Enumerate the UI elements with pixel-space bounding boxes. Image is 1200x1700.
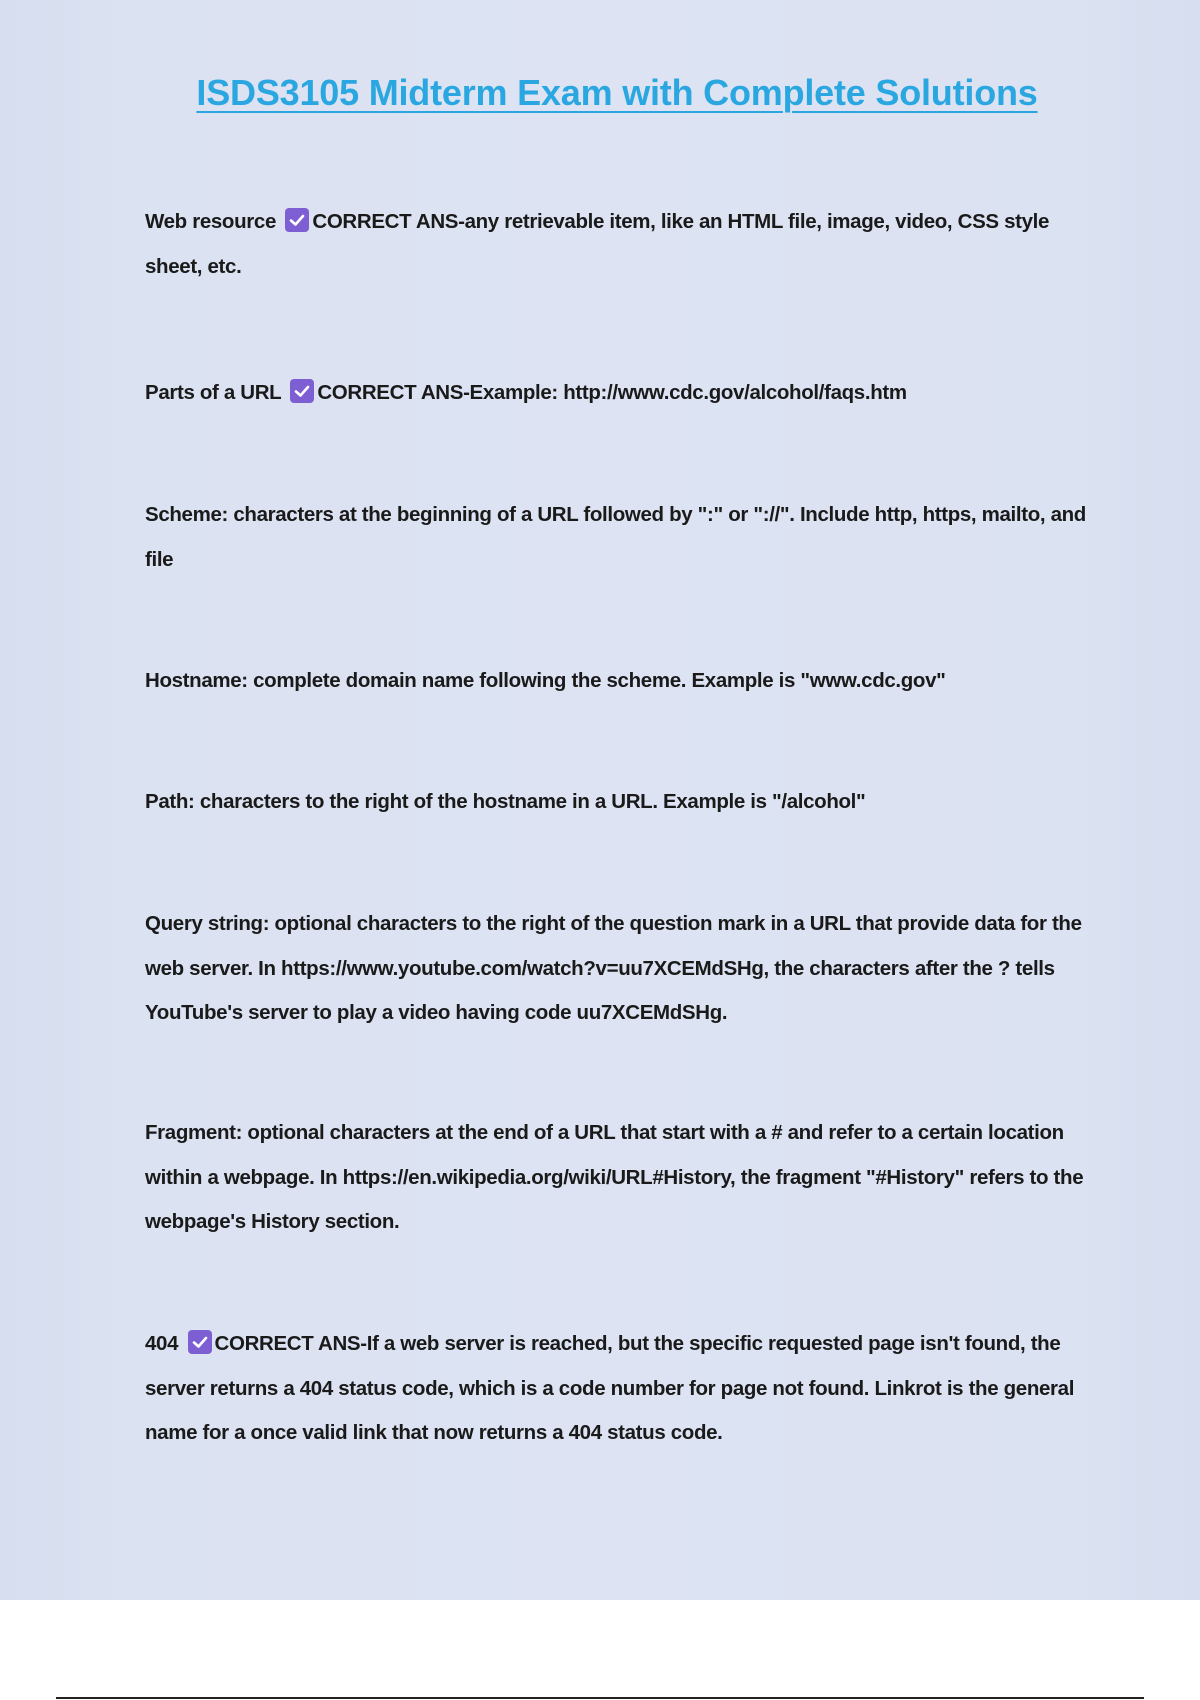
entry-answer: CORRECT ANS-If a web server is reached, but the specific requested page isn't found, the server returns a 404 status code, which is a code number for page not found. Linkrot is the general name for a once valid link that now returns a 404 status code. (145, 1332, 1075, 1444)
entry-path: Path: characters to the right of the hostname in a URL. Example is "/alcohol" (145, 790, 866, 813)
entry-parts-of-url (145, 371, 1095, 416)
footer-divider (56, 1697, 1144, 1699)
entry-answer: CORRECT ANS-any retrievable item, like an HTML file, image, video, CSS style sheet, etc. (145, 210, 1050, 278)
checkbox-checked-icon (285, 208, 309, 232)
entry-scheme: Scheme: characters at the beginning of a URL followed by ":" or "://". Include http, https, mailto, and file (145, 503, 1086, 571)
document-title: ISDS3105 Midterm Exam with Complete Solutions (196, 72, 1038, 113)
entry-hostname: Hostname: complete domain name following the scheme. Example is "www.cdc.gov" (145, 669, 946, 692)
entry-term: Parts of a URL (145, 381, 281, 404)
entry-answer: CORRECT ANS-Example: http://www.cdc.gov/alcohol/faqs.htm (317, 381, 907, 404)
entry-404 (145, 1322, 1095, 1456)
checkbox-checked-icon (188, 1330, 212, 1354)
entry-term: 404 (145, 1332, 179, 1355)
checkbox-checked-icon (290, 379, 314, 403)
entry-term: Web resource (145, 210, 277, 233)
entry-query-string: Query string: optional characters to the right of the question mark in a URL that provide data for the web server. In https://www.youtube.com/watch?v=uu7XCEMdSHg, the characters after the ? tells YouTube's server to play a video having code uu7XCEMdSHg. (145, 912, 1082, 1024)
entry-fragment: Fragment: optional characters at the end of a URL that start with a # and refer to a certain location within a webpage. In https://en.wikipedia.org/wiki/URL#History, the fragment "#History" refers to the webpage's History section. (145, 1121, 1084, 1233)
entry-web-resource (145, 200, 1095, 289)
